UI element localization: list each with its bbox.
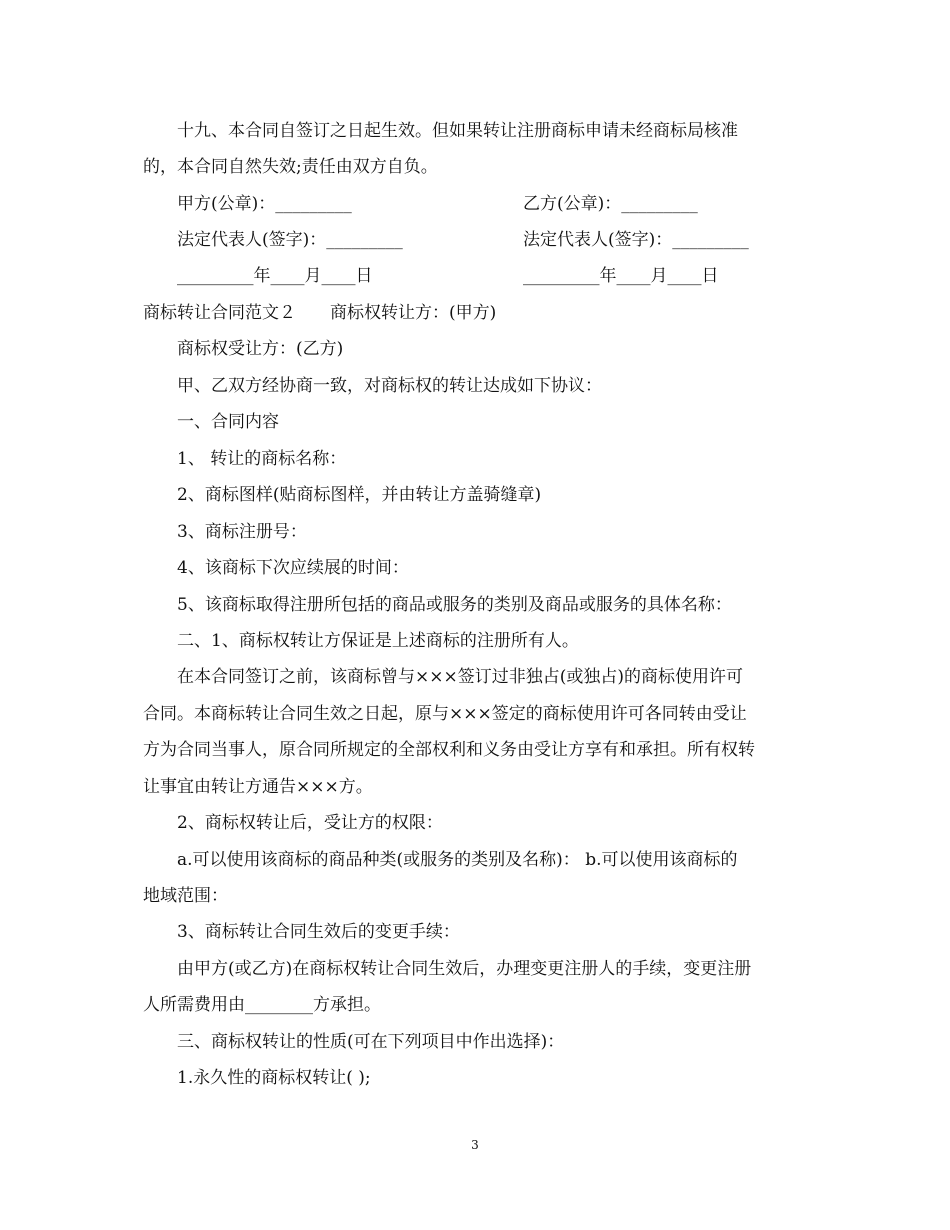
paragraph: 地域范围： xyxy=(143,886,228,906)
party-a-representative-field: 法定代表人(签字)：_________ xyxy=(177,230,403,250)
paragraph: 甲、乙双方经协商一致，对商标权的转让达成如下协议： xyxy=(177,376,602,396)
paragraph: 2、商标权转让后，受让方的权限： xyxy=(177,813,443,833)
list-item: 2、商标图样(贴商标图样，并由转让方盖骑缝章) xyxy=(177,485,542,505)
paragraph: 让事宜由转让方通告×××方。 xyxy=(143,777,373,797)
paragraph: 二、1、商标权转让方保证是上述商标的注册所有人。 xyxy=(177,631,579,651)
list-item: 1.永久性的商标权转让( ); xyxy=(177,1068,371,1088)
party-b-date-field: _________年____月____日 xyxy=(523,266,719,286)
section-heading: 商标转让合同范文２ 商标权转让方：(甲方) xyxy=(143,303,497,323)
paragraph: 的，本合同自然失效;责任由双方自负。 xyxy=(143,157,438,177)
page-number: 3 xyxy=(471,1138,479,1152)
paragraph: 合同。本商标转让合同生效之日起，原与×××签定的商标使用许可各同转由受让 xyxy=(143,704,747,724)
paragraph: 商标权受让方：(乙方) xyxy=(177,339,344,359)
paragraph: 方为合同当事人，原合同所规定的全部权利和义务由受让方享有和承担。所有权转 xyxy=(143,740,755,760)
paragraph: a.可以使用该商标的商品种类(或服务的类别及名称)： b.可以使用该商标的 xyxy=(177,850,738,870)
party-b-representative-field: 法定代表人(签字)：_________ xyxy=(523,230,749,250)
paragraph: 在本合同签订之前，该商标曾与×××签订过非独占(或独占)的商标使用许可 xyxy=(177,667,743,687)
paragraph: 3、商标转让合同生效后的变更手续： xyxy=(177,922,460,942)
list-item: 4、该商标下次应续展的时间： xyxy=(177,558,409,578)
party-a-date-field: _________年____月____日 xyxy=(177,266,373,286)
list-item: 5、该商标取得注册所包括的商品或服务的类别及商品或服务的具体名称： xyxy=(177,595,732,615)
paragraph: 由甲方(或乙方)在商标权转让合同生效后，办理变更注册人的手续，变更注册 xyxy=(177,959,752,979)
list-item: 1、 转让的商标名称： xyxy=(177,449,347,469)
list-item: 3、商标注册号： xyxy=(177,522,307,542)
paragraph: 三、商标权转让的性质(可在下列项目中作出选择)： xyxy=(177,1032,565,1052)
party-a-seal-field: 甲方(公章)：_________ xyxy=(177,194,352,214)
paragraph: 一、合同内容 xyxy=(177,412,279,432)
paragraph: 人所需费用由________方承担。 xyxy=(143,995,381,1015)
paragraph: 十九、本合同自签订之日起生效。但如果转让注册商标申请未经商标局核准 xyxy=(177,121,738,141)
party-b-seal-field: 乙方(公章)：_________ xyxy=(523,194,698,214)
